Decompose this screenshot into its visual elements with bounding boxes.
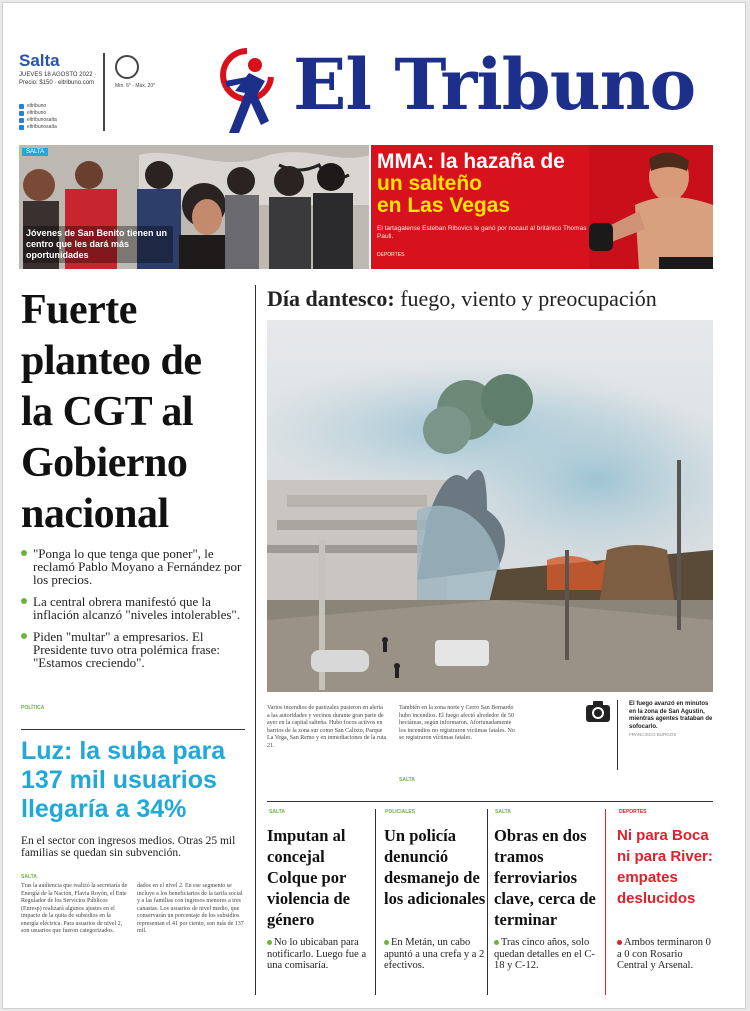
story-summary-text: Tras cinco años, solo quedan detalles en el C-18 y C-12. — [494, 937, 595, 971]
column-divider — [255, 285, 256, 995]
twitter-icon — [19, 111, 24, 116]
luz-subtitle: En el sector con ingresos medios. Otras 25 mil familias se quedan sin subvención. — [21, 835, 236, 859]
story-summary-text: Ambos terminaron 0 a 0 con Rosario Central y Arsenal. — [617, 937, 711, 971]
luz-headline[interactable]: Luz: la suba para 137 mil usuarios llegaría a 34% — [21, 737, 226, 823]
teaser-mma[interactable] — [371, 145, 713, 269]
edition-city: Salta — [19, 51, 60, 70]
mma-headline-line1: MMA: la hazaña de — [377, 150, 565, 173]
story-summary — [384, 937, 488, 972]
social-links — [19, 103, 57, 131]
mma-headline-highlight: en Las Vegas — [377, 194, 511, 217]
main-headline-text: fuego, viento y preocupación — [400, 286, 657, 311]
masthead-divider — [103, 53, 105, 131]
mma-subtitle: El tartagalense Esteban Ribovics le ganó por nocaut al británico Thomas Paull. — [377, 225, 587, 240]
dateline: JUEVES 18 AGOSTO 2022 · Precio: $150 · eltribuno.com — [19, 72, 97, 86]
bullet-icon — [494, 940, 499, 945]
section-tag: SALTA — [399, 777, 415, 783]
story-summary — [494, 937, 598, 972]
lead-bullet: Piden "multar" a empresarios. El Presidente tuvo otra polémica frase: "Estamos creciendo". — [21, 630, 243, 669]
camera-icon — [585, 700, 611, 724]
newspaper-front-page — [2, 2, 746, 1009]
runner-logo-icon — [219, 47, 275, 139]
story-summary-text: En Metán, un cabo apuntó a una crefa y a 2 efectivos. — [384, 937, 485, 971]
section-tag: DEPORTES — [619, 809, 647, 815]
mma-headline[interactable] — [377, 151, 617, 217]
teaser-san-benito[interactable] — [19, 145, 369, 269]
luz-body-left: Tras la audiencia que realizó la secretaría de Energía de la Nación, Flavia Royón, el Ente Regulador de los Servicios Públicos (Enresp) realizará algunos ajustes en el impacto de la quita de subsidios en la energía eléctrica. Para usuarios de nivel 2, son usuarios que fueron categorizados. — [21, 883, 128, 934]
photo-credit: FRANCISCO BURGOS — [629, 732, 677, 737]
social-handle[interactable]: eltribunosalta — [27, 117, 57, 123]
section-tag: POLICIALES — [385, 809, 416, 815]
story-headline[interactable]: Imputan al concejal Colque por violencia de género — [267, 826, 350, 929]
lead-bullet: La central obrera manifestó que la inflación alcanzó "niveles intolerables". — [21, 595, 243, 621]
lead-bullets — [21, 547, 243, 678]
fighter-photo — [589, 145, 713, 269]
newspaper-logo[interactable]: El Tribuno — [293, 43, 696, 126]
main-headline[interactable] — [267, 286, 717, 312]
section-tag: SALTA — [22, 148, 48, 156]
sun-icon — [115, 55, 139, 79]
social-handle[interactable]: eltribuno — [27, 103, 47, 109]
main-kicker: Día dantesco: — [267, 286, 395, 311]
bullet-icon — [617, 940, 622, 945]
divider — [267, 801, 713, 802]
instagram-icon — [19, 118, 24, 123]
teaser-band — [19, 145, 713, 269]
photo-story-text-right: También en la zona norte y Cerro San Bernardo hubo incendios. El fuego afectó alrededor de 50 hectáreas, según informaron. Afortunadamente los incendios no registraron víctimas fatales. No se registraron víctimas fatales. — [399, 705, 515, 741]
photo-caption — [629, 701, 713, 739]
bullet-icon — [384, 940, 389, 945]
story-summary — [267, 937, 371, 972]
weather-widget — [115, 55, 155, 90]
section-tag: SALTA — [495, 809, 511, 815]
fire-photo[interactable] — [267, 320, 713, 692]
column-divider — [375, 809, 376, 995]
social-handle[interactable]: eltribuno — [27, 110, 47, 116]
social-handle[interactable]: eltribunosalta — [27, 124, 57, 130]
column-divider — [487, 809, 488, 995]
weather-temps: Mín. 6° · Máx. 20° — [115, 83, 156, 89]
photo-story-text-left: Varios incendios de pastizales pusieron en alerta a las autoridades y vecinos durante gran parte de ayer en la capital salteña. Hubo focos activos en barrios de la zona sur como San Calixto, Parque La Vega, San Remo y en inmediaciones de la ruta 21. — [267, 705, 387, 749]
story-summary-text: No lo ubicaban para notificarlo. Luego fue a una comisaría. — [267, 937, 367, 971]
teaser-caption[interactable]: Jóvenes de San Benito tienen un centro que les dará más oportunidades — [23, 226, 173, 263]
mma-headline-highlight: un salteño — [377, 172, 483, 195]
section-tag: SALTA — [21, 874, 37, 880]
story-headline[interactable]: Ni para Boca ni para River: empates deslucidos — [617, 827, 713, 907]
column-divider — [605, 809, 606, 995]
story-headline[interactable]: Obras en dos tramos ferroviarios clave, cerca de terminar — [494, 826, 596, 929]
story-summary — [617, 937, 715, 972]
masthead — [3, 3, 746, 143]
lead-bullet: "Ponga lo que tenga que poner", le reclamó Pablo Moyano a Fernández por los precios. — [21, 547, 243, 586]
section-tag: DEPORTES — [377, 252, 405, 258]
divider — [21, 729, 245, 730]
lead-headline[interactable]: Fuerte planteo de la CGT al Gobierno nacional — [21, 287, 202, 537]
caption-divider — [617, 700, 618, 770]
luz-body-right: dados en el nivel 2. En ese segmento se incluye a los beneficiarios de la tarifa social y a las familias con ingresos menores a tres canastas. Los usuarios de nivel medio, que conservarán un porcentaje de los subsidios representan el 41 por ciento, son más de 137 mil. — [137, 883, 244, 934]
section-tag: SALTA — [269, 809, 285, 815]
photo-caption-text: El fuego avanzó en minutos en la zona de San Agustín, mientras agentes trataban de sofocarlo. — [629, 701, 713, 730]
bullet-icon — [267, 940, 272, 945]
youtube-icon — [19, 125, 24, 130]
facebook-icon — [19, 104, 24, 109]
fire-smoke-image — [267, 320, 713, 692]
story-headline[interactable]: Un policía denunció desmanejo de los adicionales — [384, 826, 486, 908]
section-tag: POLÍTICA — [21, 705, 45, 711]
